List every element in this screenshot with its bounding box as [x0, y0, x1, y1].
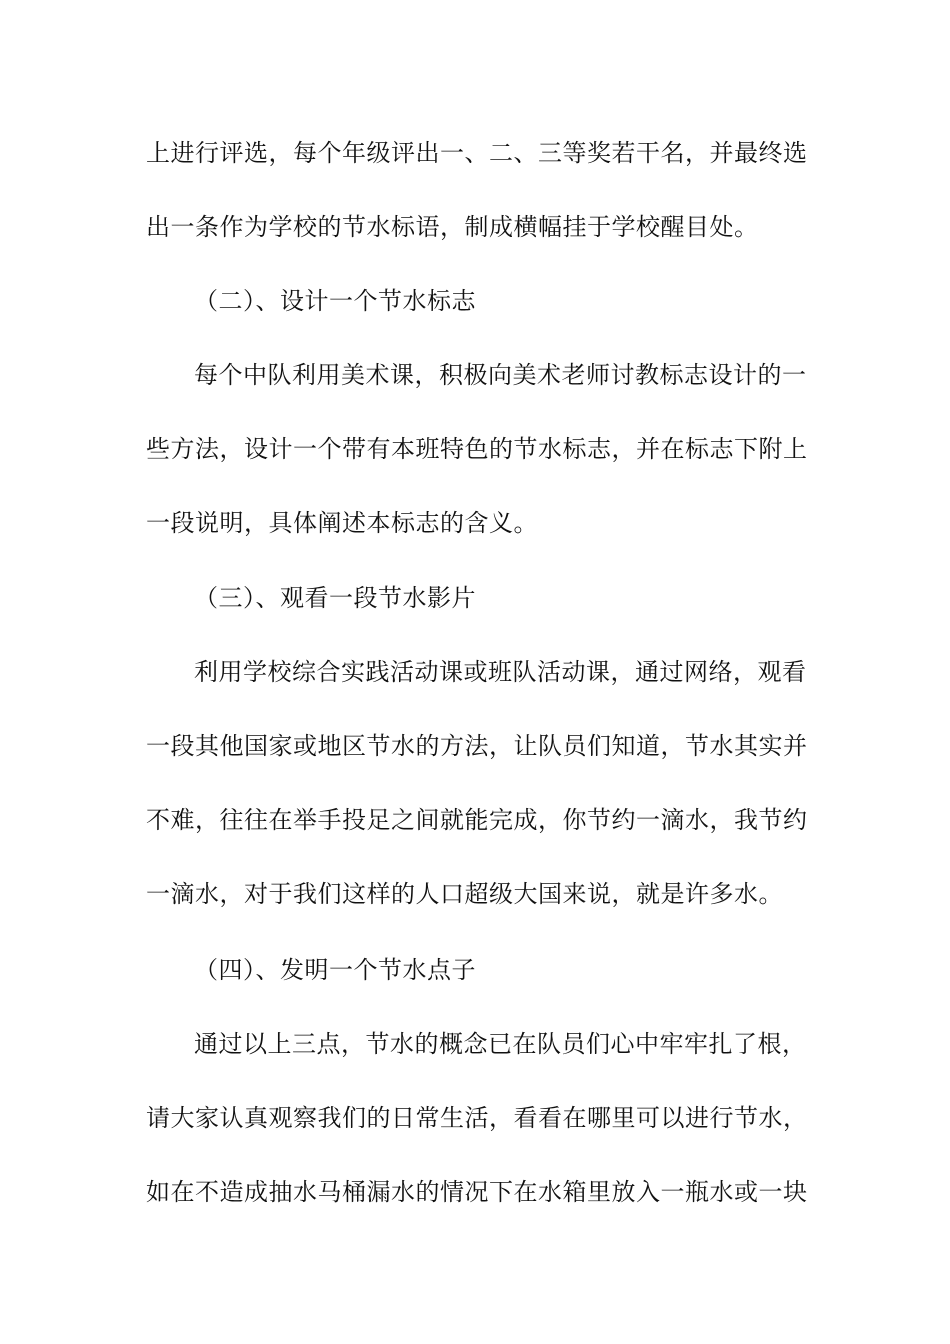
paragraph-line: 不难，往往在举手投足之间就能完成，你节约一滴水，我节约 [146, 806, 808, 834]
paragraph-line: 些方法，设计一个带有本班特色的节水标志，并在标志下附上 [146, 435, 808, 463]
paragraph-line: 出一条作为学校的节水标语，制成横幅挂于学校醒目处。 [146, 213, 759, 241]
paragraph-line: 上进行评选，每个年级评出一、二、三等奖若干名，并最终选 [146, 139, 808, 167]
section-heading-4: （四）、发明一个节水点子 [194, 956, 476, 984]
paragraph-line: 利用学校综合实践活动课或班队活动课，通过网络，观看 [194, 658, 807, 686]
paragraph-line: 一滴水，对于我们这样的人口超级大国来说，就是许多水。 [146, 880, 783, 908]
paragraph-line: 一段说明，具体阐述本标志的含义。 [146, 509, 538, 537]
paragraph-line: 每个中队利用美术课，积极向美术老师讨教标志设计的一 [194, 361, 807, 389]
section-heading-3: （三）、观看一段节水影片 [194, 584, 476, 612]
paragraph-line: 请大家认真观察我们的日常生活，看看在哪里可以进行节水， [146, 1104, 808, 1132]
paragraph-line: 一段其他国家或地区节水的方法，让队员们知道，节水其实并 [146, 732, 808, 760]
section-heading-2: （二）、设计一个节水标志 [194, 287, 476, 315]
paragraph-line: 如在不造成抽水马桶漏水的情况下在水箱里放入一瓶水或一块 [146, 1178, 808, 1206]
paragraph-line: 通过以上三点，节水的概念已在队员们心中牢牢扎了根， [194, 1030, 807, 1058]
